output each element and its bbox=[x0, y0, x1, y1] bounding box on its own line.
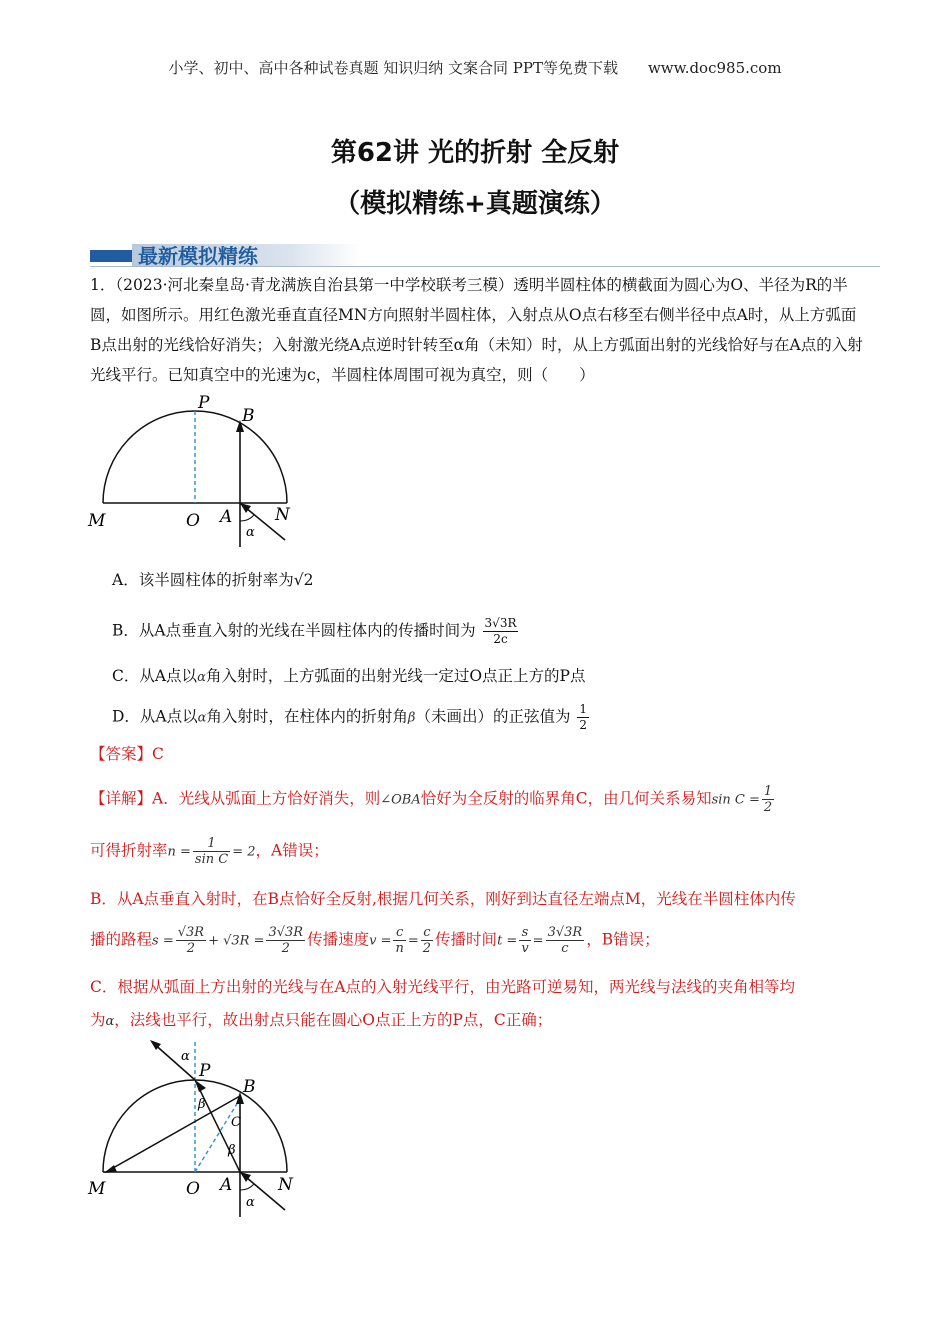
math: = bbox=[407, 933, 419, 949]
frac-num: 1 bbox=[763, 784, 773, 799]
fraction bbox=[421, 925, 433, 956]
label-beta-p: β bbox=[198, 1097, 206, 1112]
solution-text: C．根据从弧面上方出射的光线与在A点的入射光线平行，由光路可逆易知，两光线与法线的夹角相等均 bbox=[90, 978, 796, 996]
reflected-ray-bm bbox=[106, 1096, 240, 1172]
frac-den: sin C bbox=[194, 852, 229, 867]
label-beta-a: β bbox=[228, 1143, 236, 1158]
fraction bbox=[519, 925, 530, 956]
label-m: M bbox=[88, 1179, 106, 1199]
label-o: O bbox=[186, 1179, 200, 1199]
fraction bbox=[393, 925, 405, 956]
fraction bbox=[193, 836, 230, 867]
question-text: （2023·河北秦皇岛·青龙满族自治县第一中学校联考三模）透明半圆柱体的横截面为圆心为O、半径为R的半圆，如图所示。用红色激光垂直直径MN方向照射半圆柱体，入射点从O点右移至右侧半径中点A时，从上方弧面B点出射的光线恰好消失；入射激光绕A点逆时针转至α角（未知）时，从上方弧面出射的光线恰好与在A点的入射光线平行。已知真空中的光速为c，半圆柱体周围可视为真空，则（ ） bbox=[90, 276, 863, 384]
label-a: A bbox=[220, 507, 233, 527]
figure-2-diagram bbox=[80, 1032, 320, 1224]
question-number: 1． bbox=[90, 276, 116, 294]
angle-oba: ∠OBA bbox=[380, 792, 421, 808]
solution-text: ，B错误； bbox=[586, 930, 660, 949]
solution-text: 传播速度 bbox=[307, 930, 370, 949]
option-d bbox=[112, 702, 591, 733]
label-alpha-bottom: α bbox=[246, 1195, 255, 1210]
solution-a-line1 bbox=[90, 784, 865, 815]
math: t = bbox=[497, 933, 518, 949]
frac-num: 3√3R bbox=[268, 925, 304, 940]
frac-den: n bbox=[395, 941, 404, 956]
option-a-math: √2 bbox=[293, 571, 314, 589]
label-c: C bbox=[231, 1115, 241, 1130]
solution-c-line1 bbox=[90, 973, 865, 1001]
solution-b-line2 bbox=[90, 925, 865, 956]
option-b-fraction bbox=[483, 616, 519, 647]
frac-den: 2 bbox=[281, 941, 290, 956]
frac-num: c bbox=[393, 925, 405, 941]
solution-text: 为 bbox=[90, 1011, 106, 1029]
label-b: B bbox=[243, 1077, 256, 1097]
label-n: N bbox=[275, 505, 290, 525]
option-b bbox=[112, 616, 520, 647]
math: = 2 bbox=[232, 844, 256, 860]
label-p: P bbox=[198, 393, 210, 413]
frac-den: 2 bbox=[579, 718, 588, 732]
option-d-text-2: 角入射时，在柱体内的折射角 bbox=[206, 707, 408, 726]
solution-a-line2 bbox=[90, 836, 865, 867]
figure-1-diagram bbox=[80, 390, 310, 555]
math: v = bbox=[369, 933, 392, 949]
fraction bbox=[546, 925, 585, 956]
frac-num: √3R bbox=[177, 925, 205, 940]
frac-num: s bbox=[519, 925, 530, 941]
banner-accent bbox=[90, 250, 132, 262]
math: = bbox=[532, 933, 544, 949]
label-alpha: α bbox=[246, 525, 255, 540]
page-subtitle: （模拟精练+真题演练） bbox=[334, 189, 616, 219]
frac-den: 2 bbox=[422, 941, 432, 956]
option-a-text: A．该半圆柱体的折射率为 bbox=[112, 571, 294, 589]
frac-num: 3√3R bbox=[484, 616, 517, 630]
option-c bbox=[112, 664, 585, 686]
frac-den: 2 bbox=[186, 941, 196, 956]
option-c-text-2: 角入射时，上方弧面的出射光线一定过O点正上方的P点 bbox=[205, 667, 586, 685]
sin-c: sin C = bbox=[711, 792, 760, 808]
frac-num: 1 bbox=[579, 702, 588, 716]
solution-text: A．光线从弧面上方恰好消失，则 bbox=[152, 789, 381, 808]
frac-num: c bbox=[421, 925, 433, 941]
solution-label: 【详解】 bbox=[90, 789, 153, 808]
solution-text: ，A错误； bbox=[255, 841, 329, 860]
math: + √3R = bbox=[208, 933, 265, 949]
section-banner bbox=[90, 240, 880, 268]
solution-text: 播的路程 bbox=[90, 930, 153, 949]
solution-text: 传播时间 bbox=[435, 930, 498, 949]
page-header: 小学、初中、高中各种试卷真题 知识归纳 文案合同 PPT等免费下载 www.doc985.com bbox=[168, 59, 782, 77]
math: s = bbox=[152, 933, 174, 949]
option-a bbox=[112, 568, 313, 590]
label-alpha-top: α bbox=[181, 1049, 190, 1064]
option-c-text: C．从A点以 bbox=[112, 667, 198, 685]
solution-text: 可得折射率 bbox=[90, 841, 168, 860]
label-p: P bbox=[199, 1061, 211, 1081]
frac-num: 3√3R bbox=[547, 925, 583, 940]
label-m: M bbox=[88, 511, 106, 531]
solution-text: 恰好为全反射的临界角C，由几何关系易知 bbox=[420, 789, 712, 808]
answer: 【答案】C bbox=[90, 745, 164, 763]
page-title: 第62讲 光的折射 全反射 bbox=[330, 138, 620, 168]
solution-text: ，法线也平行，故出射点只能在圆心O点正上方的P点，C正确； bbox=[114, 1011, 553, 1029]
label-b: B bbox=[242, 406, 255, 426]
fraction bbox=[176, 925, 206, 956]
frac-den: 2 bbox=[763, 800, 773, 815]
arrowhead-p bbox=[195, 1080, 206, 1092]
option-d-beta: β bbox=[407, 710, 416, 726]
frac-num: 1 bbox=[193, 836, 230, 852]
frac-den: v bbox=[521, 941, 529, 956]
label-o: O bbox=[186, 511, 200, 531]
frac-den: c bbox=[561, 941, 569, 956]
math: n = bbox=[167, 844, 191, 860]
fraction bbox=[266, 925, 305, 956]
option-b-text: B．从A点垂直入射的光线在半圆柱体内的传播时间为 bbox=[112, 621, 476, 640]
banner-title: 最新模拟精练 bbox=[138, 244, 258, 268]
alpha-arc bbox=[240, 515, 254, 521]
option-d-alpha: α bbox=[197, 710, 207, 726]
question-1 bbox=[90, 270, 865, 390]
fraction bbox=[762, 784, 774, 815]
option-d-fraction bbox=[577, 702, 589, 733]
option-d-text-3: （未画出）的正弦值为 bbox=[415, 707, 571, 726]
alpha-arc-bottom bbox=[240, 1184, 254, 1190]
solution-text: B．从A点垂直入射时，在B点恰好全反射,根据几何关系，刚好到达直径左端点M，光线在半圆柱体内传 bbox=[90, 890, 796, 908]
option-d-text: D．从A点以 bbox=[112, 707, 198, 726]
solution-b-line1 bbox=[90, 885, 865, 913]
label-a: A bbox=[220, 1175, 233, 1195]
frac-den: 2c bbox=[493, 632, 508, 646]
alpha: α bbox=[105, 1014, 115, 1029]
label-n: N bbox=[278, 1175, 293, 1195]
option-c-alpha: α bbox=[197, 670, 206, 685]
